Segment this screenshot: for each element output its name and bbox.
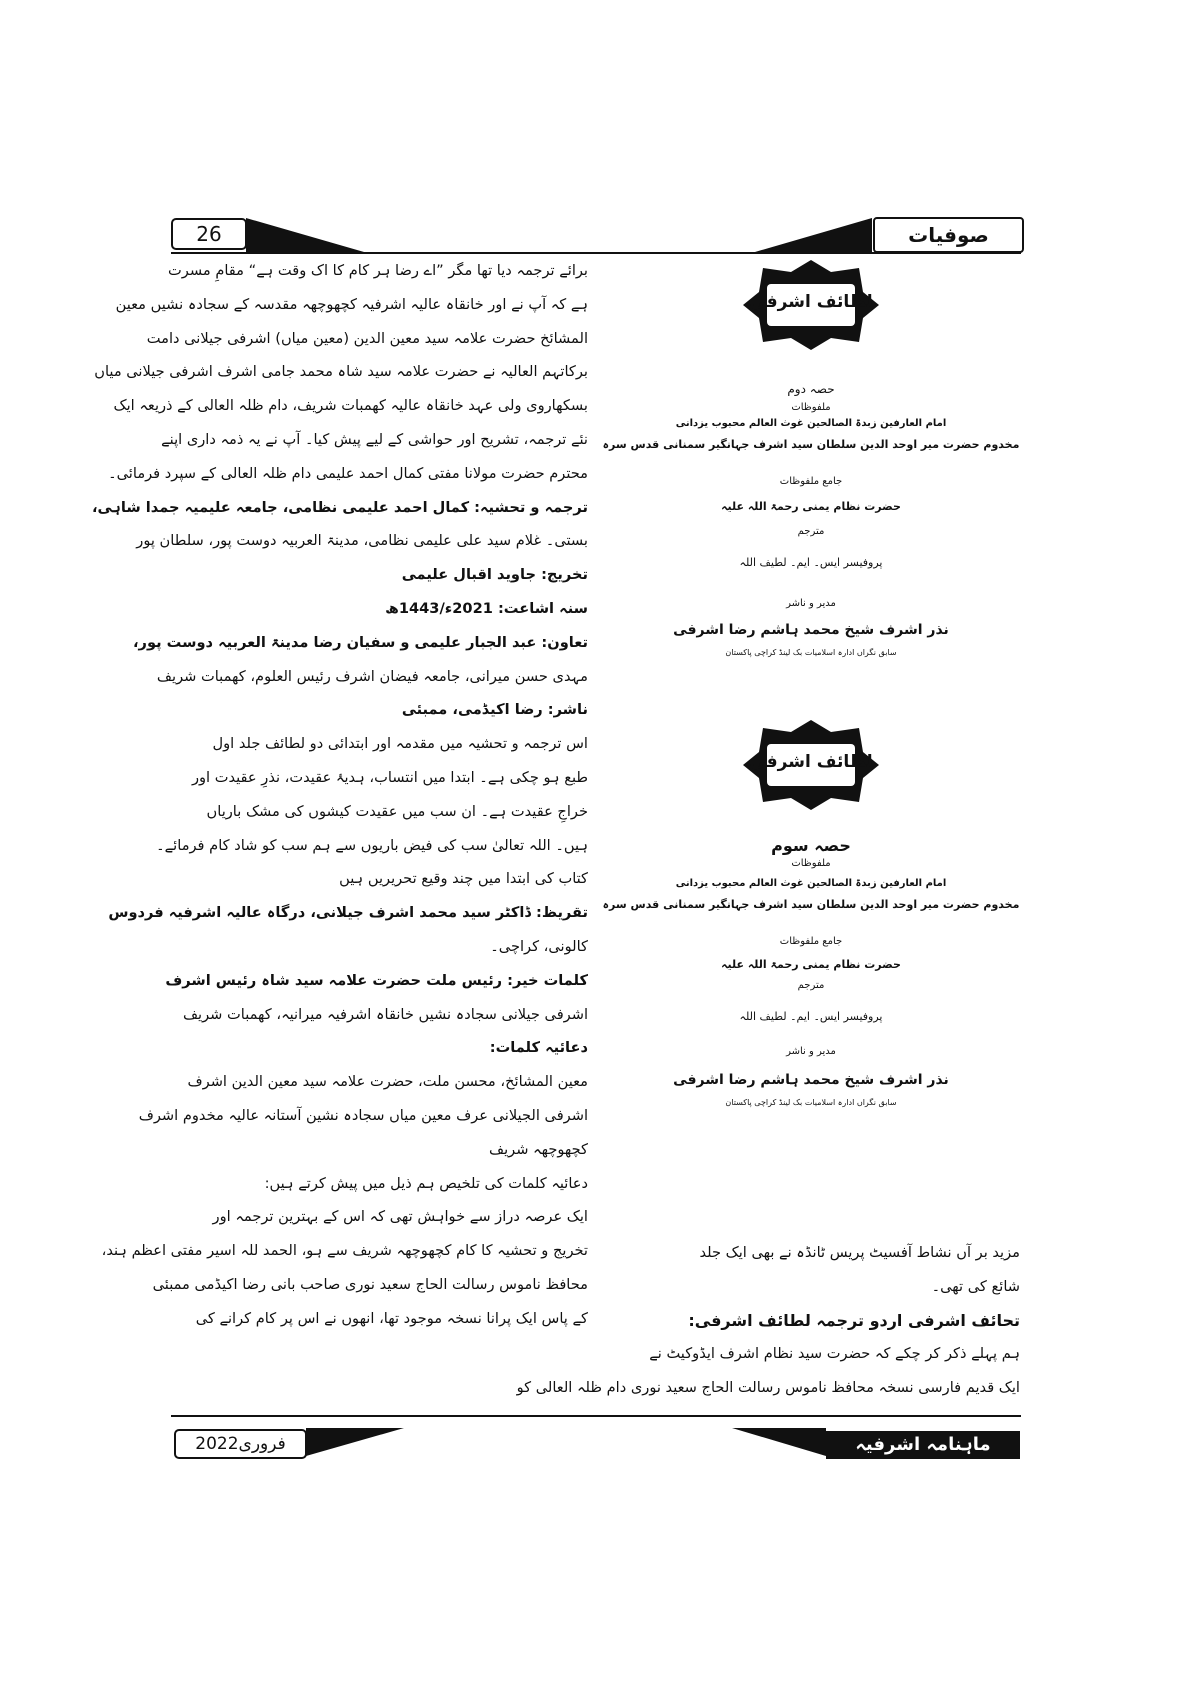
cover-line-1: امام العارفین زبدۃ الصالحین غوث العالم محبوب یزدانی [675,418,947,429]
text-line: ناشر: رضا اکیڈمی، ممبئی [401,701,588,719]
header-arrow-right [755,218,873,254]
page-number: 26 [171,218,247,250]
cover-compiler-label: جامع ملفوظات [779,476,843,487]
text-line: برکاتہم العالیہ نے حضرت علامہ سید شاہ محمد جامی اشرف اشرفی جیلانی میاں [94,363,588,381]
cover-translator: پروفیسر ایس۔ ایم۔ لطیف اللہ [739,1010,883,1023]
emblem-title: لطائف اشرفی [749,752,873,772]
cover-line-2: مخدوم حضرت میر اوحد الدین سلطان سید اشرف جہانگیر سمنانی قدس سرہ [602,438,1020,451]
cover-compiler: حضرت نظام یمنی رحمۃ اللہ علیہ [721,958,901,971]
book-cover-vol2 [602,258,1020,688]
text-line: معین المشائخ، محسن ملت، حضرت علامہ سید معین الدین اشرف [187,1073,588,1091]
text-line: کتاب کی ابتدا میں چند وقیع تحریریں ہیں [339,870,588,888]
text-line: دعائیہ کلمات کی تلخیص ہم ذیل میں پیش کرتے ہیں: [264,1174,588,1192]
cover-address: سابق نگراں ادارہ اسلامیات بک لینڈ کراچی پاکستان [725,648,897,657]
text-line: ایک قدیم فارسی نسخہ محافظ ناموس رسالت الحاج سعید نوری دام ظلہ العالی کو [516,1379,1020,1397]
text-line: ایک عرصہ دراز سے خواہش تھی کہ اس کے بہترین ترجمہ اور [212,1208,588,1226]
cover-part: حصہ دوم [787,382,835,396]
text-line: کچھوچھہ شریف [488,1140,588,1158]
issue-date: فروری2022 [174,1429,307,1459]
cover-translator-label: مترجم [797,980,825,991]
magazine-title: صوفیات [873,217,1024,253]
right-text-column [91,254,588,1336]
cover-translator-label: مترجم [797,526,825,537]
cover-line-2: مخدوم حضرت میر اوحد الدین سلطان سید اشرف جہانگیر سمنانی قدس سرہ [602,898,1020,911]
section-heading: تحائف اشرفی اردو ترجمہ لطائف اشرفی: [688,1310,1020,1330]
cover-malfuzat: ملفوظات [791,402,831,413]
footer-arrow-left [306,1428,406,1458]
publication-name: ماہنامہ اشرفیہ [826,1431,1020,1459]
text-line: اشرفی جیلانی سجادہ نشیں خانقاہ اشرفیہ میرانیہ، کھمبات شریف [182,1005,588,1023]
cover-line-1: امام العارفین زبدۃ الصالحین غوث العالم محبوب یزدانی [675,878,947,889]
cover-malfuzat: ملفوظات [791,858,831,869]
text-line: المشائخ حضرت علامہ سید معین الدین (معین میاں) اشرفی جیلانی دامت [146,329,588,347]
cover-editor: نذر اشرف شیخ محمد ہاشم رضا اشرفی [673,1072,949,1088]
text-line: ہم پہلے ذکر کر چکے کہ حضرت سید نظام اشرف ایڈوکیٹ نے [649,1345,1020,1363]
text-line: بسکھاروی ولی عہد خانقاہ عالیہ کھمبات شریف، دام ظلہ العالی کے ذریعہ ایک [113,397,588,415]
cover-translator: پروفیسر ایس۔ ایم۔ لطیف اللہ [739,556,883,569]
cover-editor-label: مدیر و ناشر [786,598,836,609]
cover-part: حصہ سوم [771,836,851,855]
footer-arrow-right [732,1428,828,1458]
text-line: ترجمہ و تحشیہ: کمال احمد علیمی نظامی، جامعہ علیمیہ جمدا شاہی، [91,498,588,516]
left-text-column [516,1236,1020,1405]
cover-compiler: حضرت نظام یمنی رحمۃ اللہ علیہ [721,500,901,513]
emblem-title: لطائف اشرفی [749,292,873,312]
book-cover-vol3 [602,718,1020,1148]
cover-address: سابق نگراں ادارہ اسلامیات بک لینڈ کراچی پاکستان [725,1098,897,1107]
text-line: بستی۔ غلام سید علی علیمی نظامی، مدینۃ العربیہ دوست پور، سلطان پور [136,532,588,550]
cover-editor: نذر اشرف شیخ محمد ہاشم رضا اشرفی [673,622,949,638]
text-line: دعائیہ کلمات: [489,1039,588,1057]
text-line: اشرفی الجیلانی عرف معین میاں سجادہ نشین آستانہ عالیہ مخدوم اشرف [138,1106,588,1124]
text-line: خراجِ عقیدت ہے۔ ان سب میں عقیدت کیشوں کی مشک باریاں [206,802,588,820]
text-line: برائے ترجمہ دیا تھا مگر ”اے رضا ہر کام کا اک وقت ہے“ مقامِ مسرت [168,262,588,279]
text-line: مزید بر آں نشاط آفسیٹ پریس ٹانڈہ نے بھی ایک جلد [699,1244,1020,1261]
cover-editor-label: مدیر و ناشر [786,1046,836,1057]
text-line: محترم حضرت مولانا مفتی کمال احمد علیمی دام ظلہ العالی کے سپرد فرمائی۔ [108,464,588,482]
text-line: ہے کہ آپ نے اور خانقاہ عالیہ اشرفیہ کچھوچھہ مقدسہ کے سجادہ نشیں معین [115,295,588,313]
text-line: تقریظ: ڈاکٹر سید محمد اشرف جیلانی، درگاہ عالیہ اشرفیہ فردوس [108,904,588,922]
text-line: نئے ترجمہ، تشریح اور حواشی کے لیے پیش کیا۔ آپ نے یہ ذمہ داری اپنے [161,430,588,448]
text-line: اس ترجمہ و تحشیہ میں مقدمہ اور ابتدائی دو لطائف جلد اول [212,735,588,753]
text-line: کے پاس ایک پرانا نسخہ موجود تھا، انھوں نے اس پر کام کرانے کی [195,1309,588,1327]
text-line: تخریج: جاوید اقبال علیمی [401,566,588,584]
text-line: شائع کی تھی۔ [931,1277,1020,1295]
text-line: ہیں۔ اللہ تعالیٰ سب کی فیض باریوں سے ہم سب کو شاد کام فرمائے۔ [156,836,588,854]
text-line: مہدی حسن میرانی، جامعہ فیضان اشرف رئیس العلوم، کھمبات شریف [156,667,588,685]
footer-rule [171,1415,1021,1417]
text-line: محافظ ناموس رسالت الحاج سعید نوری صاحب بانی رضا اکیڈمی ممبئی [152,1275,588,1293]
text-line: کلمات خیر: رئیس ملت حضرت علامہ سید شاہ رئیس اشرف [165,971,588,989]
text-line: سنہ اشاعت: 2021ء/1443ھ [385,599,588,617]
text-line: کالونی، کراچی۔ [490,937,588,955]
text-line: تعاون: عبد الجبار علیمی و سفیان رضا مدینۃ العربیہ دوست پور، [133,633,588,651]
cover-compiler-label: جامع ملفوظات [779,936,843,947]
text-line: طبع ہو چکی ہے۔ ابتدا میں انتساب، ہدیۂ عقیدت، نذرِ عقیدت اور [191,768,588,786]
header-arrow-left [246,218,366,254]
text-line: تخریج و تحشیہ کا کام کچھوچھہ شریف سے ہو، الحمد للہ اسیر مفتی اعظم ہند، [101,1242,588,1260]
